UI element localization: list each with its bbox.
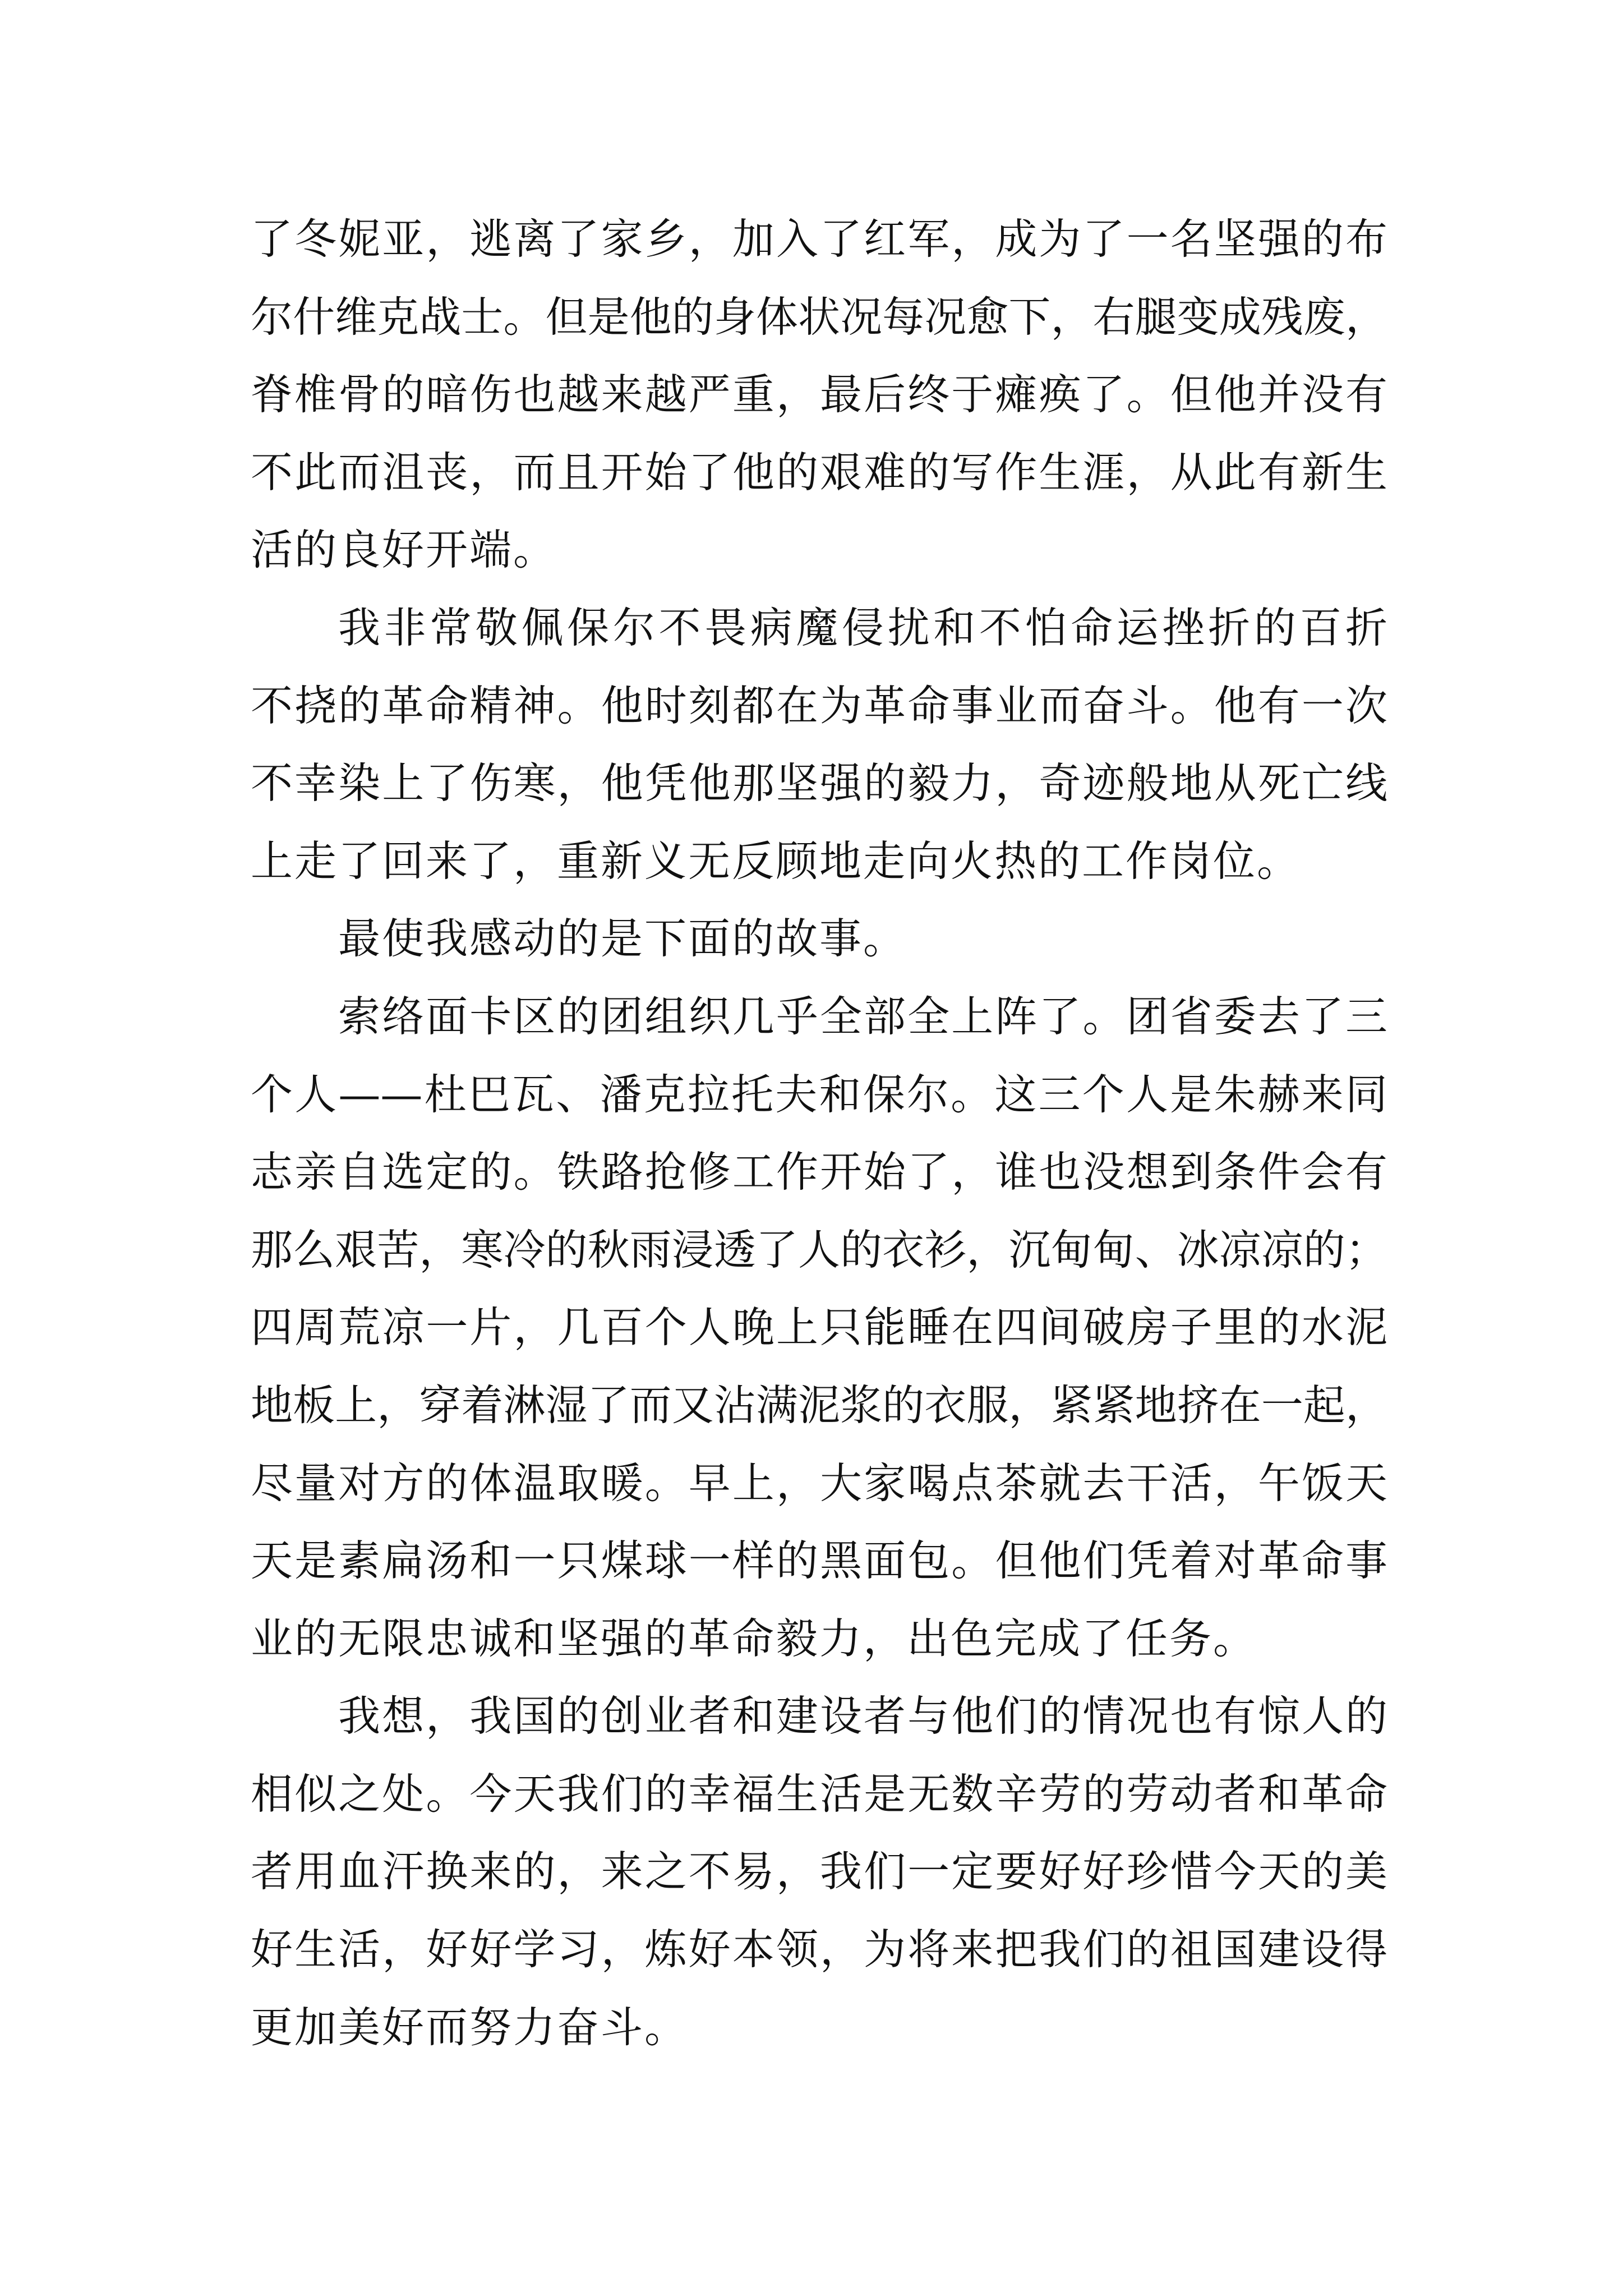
text-line: 志亲自选定的。铁路抢修工作开始了，谁也没想到条件会有 [251, 1147, 1387, 1197]
text-line: 尽量对方的体温取暖。早上，大家喝点茶就去干活，午饭天 [251, 1458, 1387, 1508]
document-body [251, 200, 1387, 2066]
text-line: 脊椎骨的暗伤也越来越严重，最后终于瘫痪了。但他并没有 [251, 370, 1387, 420]
text-line: 那么艰苦，寒冷的秋雨浸透了人的衣衫，沉甸甸、冰凉凉的； [251, 1225, 1387, 1274]
text-line: 不挠的革命精神。他时刻都在为革命事业而奋斗。他有一次 [251, 680, 1387, 730]
text-line: 不此而沮丧，而且开始了他的艰难的写作生涯，从此有新生 [251, 447, 1387, 497]
text-line: 我非常敬佩保尔不畏病魔侵扰和不怕命运挫折的百折 [338, 602, 1387, 652]
text-line: 了冬妮亚，逃离了家乡，加入了红军，成为了一名坚强的布 [251, 214, 1387, 264]
text-line: 活的良好开端。 [251, 525, 557, 575]
text-line: 尔什维克战士。但是他的身体状况每况愈下，右腿变成残废， [251, 292, 1387, 342]
text-line: 地板上，穿着淋湿了而又沾满泥浆的衣服，紧紧地挤在一起， [251, 1380, 1387, 1430]
paragraph [251, 900, 1387, 978]
text-line: 好生活，好好学习，炼好本领，为将来把我们的祖国建设得 [251, 1925, 1387, 1975]
text-line: 我想，我国的创业者和建设者与他们的情况也有惊人的 [338, 1691, 1387, 1741]
text-line: 最使我感动的是下面的故事。 [338, 914, 907, 964]
text-line: 更加美好而努力奋斗。 [251, 2002, 689, 2052]
text-line: 个人——杜巴瓦、潘克拉托夫和保尔。这三个人是朱赫来同 [251, 1069, 1387, 1119]
text-line: 者用血汗换来的，来之不易，我们一定要好好珍惜今天的美 [251, 1847, 1387, 1897]
text-line: 四周荒凉一片，几百个人晚上只能睡在四间破房子里的水泥 [251, 1303, 1387, 1352]
paragraph [251, 978, 1387, 1677]
text-line: 索络面卡区的团组织几乎全部全上阵了。团省委去了三 [338, 991, 1387, 1041]
paragraph [251, 200, 1387, 589]
text-line: 上走了回来了，重新义无反顾地走向火热的工作岗位。 [251, 836, 1301, 886]
text-line: 相似之处。今天我们的幸福生活是无数辛劳的劳动者和革命 [251, 1769, 1387, 1819]
text-line: 不幸染上了伤寒，他凭他那坚强的毅力，奇迹般地从死亡线 [251, 758, 1387, 808]
text-line: 业的无限忠诚和坚强的革命毅力，出色完成了任务。 [251, 1613, 1257, 1663]
paragraph [251, 589, 1387, 900]
text-line: 天是素扁汤和一只煤球一样的黑面包。但他们凭着对革命事 [251, 1536, 1387, 1586]
paragraph [251, 1677, 1387, 2066]
